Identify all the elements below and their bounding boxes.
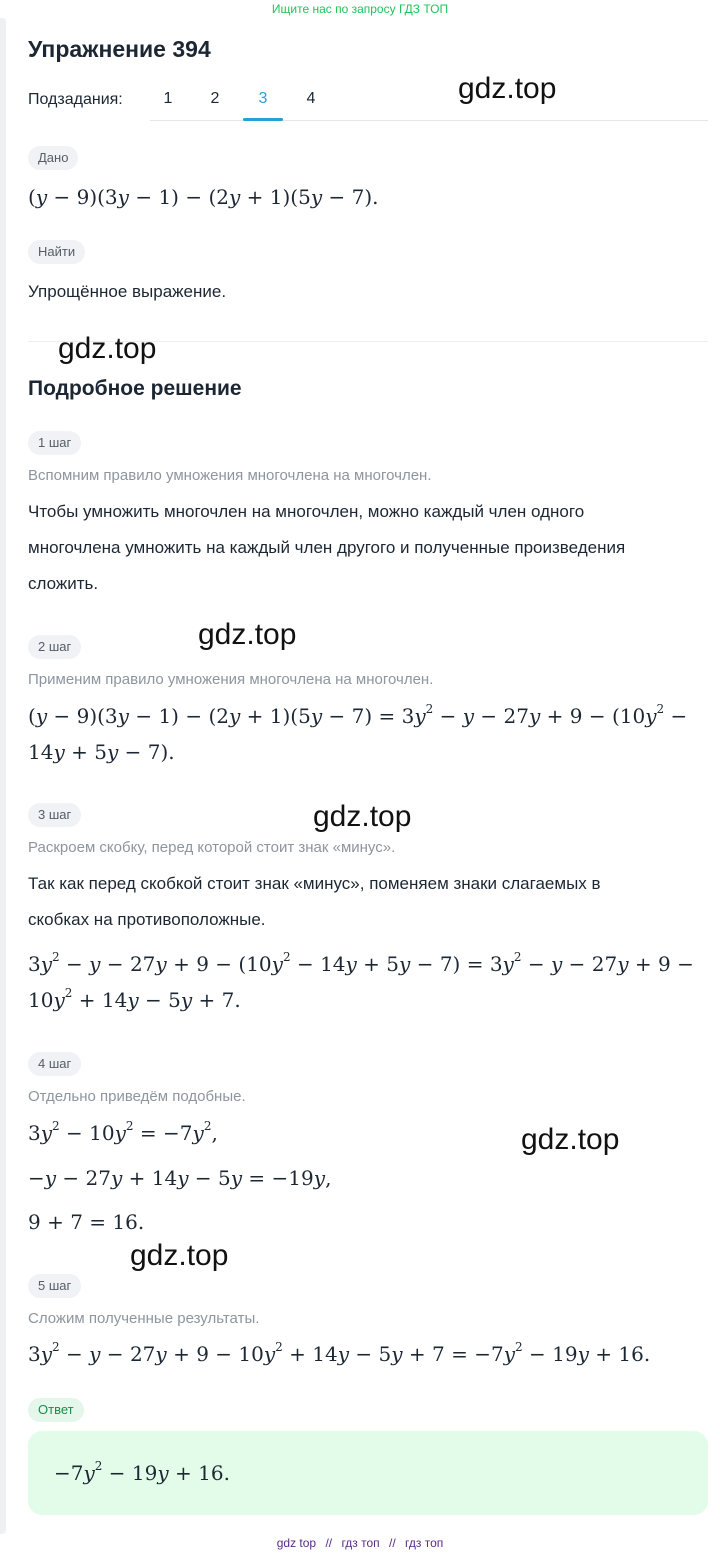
footer-link-1[interactable]: gdz top bbox=[276, 1536, 317, 1550]
watermark: gdz.top bbox=[521, 1123, 620, 1156]
footer-separator: // bbox=[389, 1536, 396, 1550]
step-4-math-line-1: $3y^2 - 10y^2 = -7y^2$, bbox=[28, 1119, 218, 1145]
step-1-text-line-1: Чтобы умножить многочлен на многочлен, можно каждый член одного bbox=[28, 502, 585, 521]
step-4-math-line-2: −y − 27y + 14y − 5y = −19y, bbox=[28, 1166, 332, 1190]
step-3-text-line-2: скобках на противоположные. bbox=[28, 910, 266, 929]
footer-links bbox=[0, 1536, 720, 1550]
step-3-math-line-1: $3y^2 - y - 27y + 9 - (10y^2 - 14y + 5y - 7) = 3y^2 - y - 27y + 9$ − bbox=[28, 950, 694, 976]
step-1-badge: 1 шаг bbox=[28, 431, 81, 455]
answer-expression: $-7y^2 - 19y + 16$. bbox=[54, 1459, 230, 1485]
subtasks-label: Подзадания: bbox=[28, 91, 123, 108]
step-2-math-line-1: $(y - 9)(3y - 1) - (2y + 1)(5y - 7) = 3y^2 - y - 27y + 9 - (10y^2$ − bbox=[28, 702, 688, 728]
step-3-text-line-1: Так как перед скобкой стоит знак «минус», поменяем знаки слагаемых в bbox=[28, 874, 601, 893]
step-2-math-line-2: 14y + 5y − 7). bbox=[28, 740, 175, 764]
step-1-hint: Вспомним правило умножения многочлена на многочлен. bbox=[28, 467, 432, 484]
step-4-badge: 4 шаг bbox=[28, 1052, 81, 1076]
step-3-math-line-2: $10y^2 + 14y - 5y + 7$. bbox=[28, 986, 241, 1012]
step-2-hint: Применим правило умножения многочлена на многочлен. bbox=[28, 671, 434, 688]
watermark: gdz.top bbox=[458, 72, 557, 105]
watermark: gdz.top bbox=[130, 1239, 229, 1272]
tab-subtask-3[interactable]: 3 bbox=[258, 90, 268, 107]
page-title: Упражнение 394 bbox=[28, 36, 211, 62]
solution-title: Подробное решение bbox=[28, 377, 242, 400]
tab-subtask-1[interactable]: 1 bbox=[163, 90, 173, 107]
footer-link-2[interactable]: гдз топ bbox=[341, 1536, 380, 1550]
step-1-text-line-2: многочлена умножить на каждый член другого и полученные произведения bbox=[28, 538, 626, 557]
active-tab-indicator bbox=[243, 118, 283, 121]
tab-subtask-2[interactable]: 2 bbox=[210, 90, 220, 107]
find-text: Упрощённое выражение. bbox=[28, 282, 227, 301]
search-banner: Ищите нас по запросу ГДЗ ТОП bbox=[271, 2, 449, 16]
tab-subtask-4[interactable]: 4 bbox=[306, 90, 316, 107]
left-rail bbox=[0, 18, 6, 1534]
step-3-badge: 3 шаг bbox=[28, 803, 81, 827]
given-badge: Дано bbox=[28, 146, 78, 170]
step-5-hint: Сложим полученные результаты. bbox=[28, 1310, 260, 1327]
step-5-badge: 5 шаг bbox=[28, 1274, 81, 1298]
step-5-math-line-1: $3y^2 - y - 27y + 9 - 10y^2 + 14y - 5y + 7 = -7y^2 - 19y + 16$. bbox=[28, 1340, 651, 1366]
step-4-hint: Отдельно приведём подобные. bbox=[28, 1088, 246, 1105]
footer-link-3[interactable]: гдз топ bbox=[405, 1536, 444, 1550]
answer-badge: Ответ bbox=[28, 1398, 84, 1422]
find-badge: Найти bbox=[28, 240, 85, 264]
step-4-math-line-3: 9 + 7 = 16. bbox=[28, 1210, 145, 1234]
given-expression: (y − 9)(3y − 1) − (2y + 1)(5y − 7). bbox=[28, 185, 379, 209]
step-3-hint: Раскроем скобку, перед которой стоит знак «минус». bbox=[28, 839, 396, 856]
tabs-divider bbox=[150, 120, 708, 121]
watermark: gdz.top bbox=[58, 332, 157, 365]
step-1-text-line-3: сложить. bbox=[28, 574, 99, 593]
watermark: gdz.top bbox=[198, 618, 297, 651]
step-2-badge: 2 шаг bbox=[28, 635, 81, 659]
footer-separator: // bbox=[325, 1536, 333, 1550]
watermark: gdz.top bbox=[313, 800, 412, 833]
